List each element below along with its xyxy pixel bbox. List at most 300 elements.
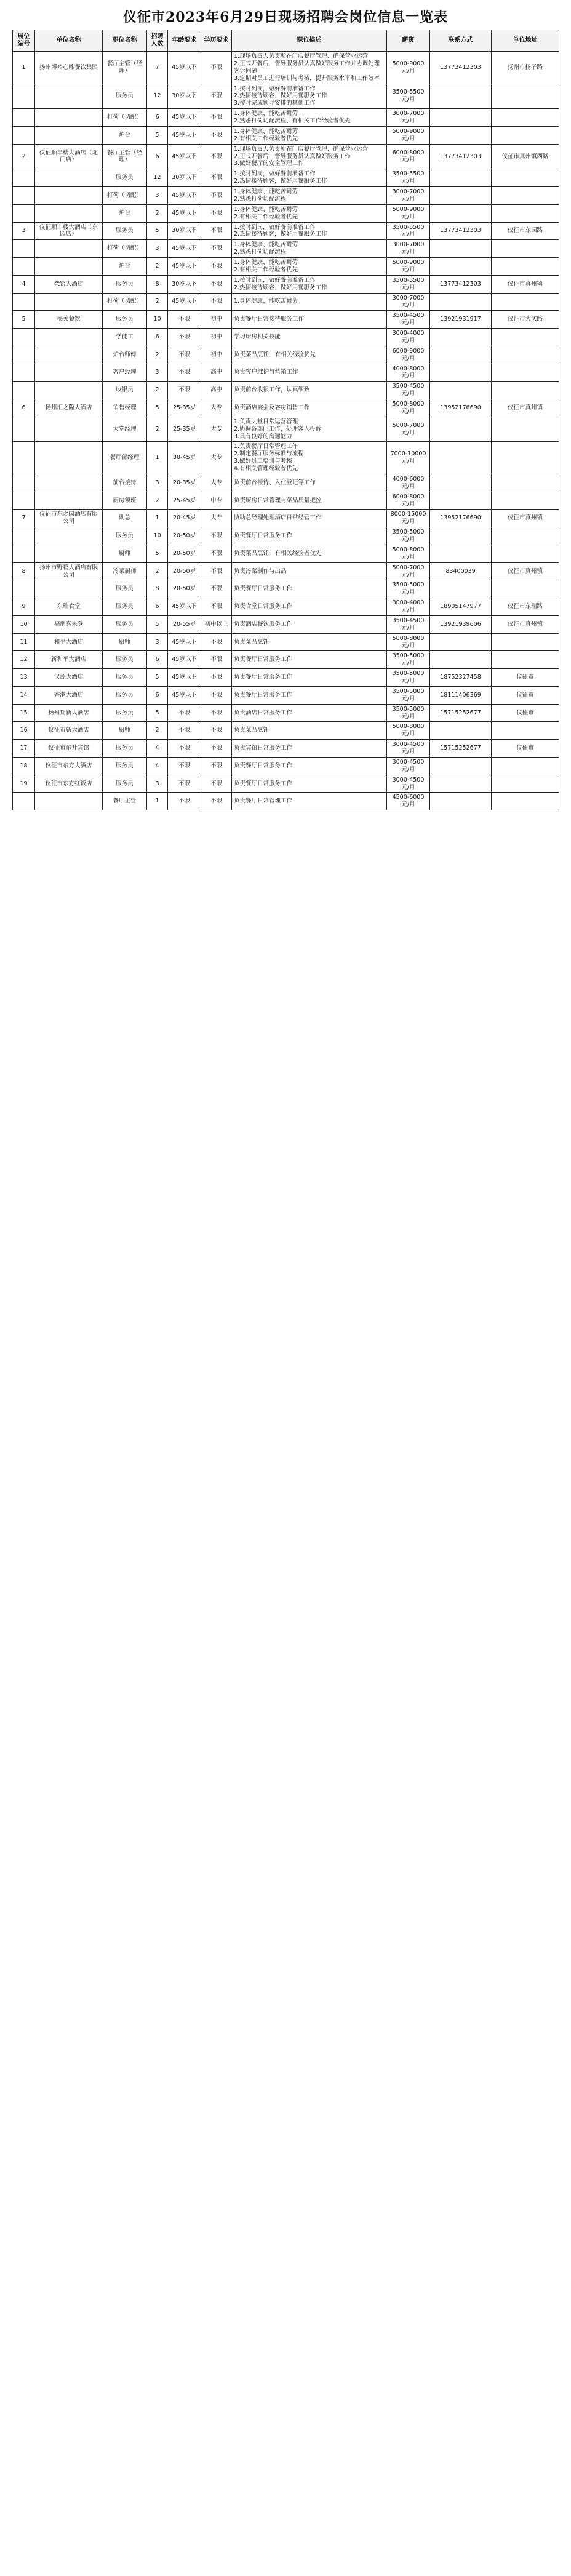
position-cell: 服务员: [103, 669, 147, 687]
education-cell: 不限: [201, 740, 232, 758]
address-cell: [492, 240, 559, 258]
table-row: [13, 740, 559, 758]
company-cell: 仪征市东之园酒店有限公司: [35, 510, 103, 527]
table-row: [13, 775, 559, 793]
position-cell: 服务员: [103, 740, 147, 758]
header-education: 学历要求: [201, 30, 232, 52]
header-booth: 展位编号: [13, 30, 35, 52]
age-cell: 45岁以下: [168, 633, 201, 651]
address-cell: [492, 204, 559, 222]
salary-cell: 3000-7000元/月: [387, 109, 430, 127]
address-cell: 仪征市大庆路: [492, 311, 559, 329]
position-cell: 服务员: [103, 686, 147, 704]
description-cell: 负责客户维护与营销工作: [232, 364, 387, 382]
contact-cell: [430, 204, 492, 222]
description-cell: 1.按时到岗，做好餐前准备工作 2.热情接待顾客，做好用餐服务工作: [232, 275, 387, 293]
description-cell: 负责酒店日常服务工作: [232, 704, 387, 722]
table-row: [13, 311, 559, 329]
position-cell: 服务员: [103, 615, 147, 633]
salary-cell: 3500-5000元/月: [387, 527, 430, 545]
description-cell: 负责前台收银工作，认真细致: [232, 382, 387, 399]
booth-cell: 1: [13, 52, 35, 84]
company-cell: 扬州市野鸭大酒店有限公司: [35, 562, 103, 580]
position-cell: 餐厅主管（经理）: [103, 52, 147, 84]
education-cell: 不限: [201, 598, 232, 616]
description-cell: 负责餐厅日常服务工作: [232, 757, 387, 775]
address-cell: [492, 109, 559, 127]
job-table: [12, 30, 559, 810]
count-cell: 3: [147, 775, 168, 793]
header-age: 年龄要求: [168, 30, 201, 52]
address-cell: [492, 187, 559, 205]
education-cell: 大专: [201, 474, 232, 492]
age-cell: 45岁以下: [168, 293, 201, 311]
age-cell: 不限: [168, 793, 201, 810]
company-cell: 和平大酒店: [35, 633, 103, 651]
company-cell: 扬州翔新大酒店: [35, 704, 103, 722]
company-cell: [35, 442, 103, 474]
company-cell: 扬州汇之隆大酒店: [35, 399, 103, 417]
age-cell: 25-45岁: [168, 492, 201, 510]
booth-cell: 19: [13, 775, 35, 793]
address-cell: [492, 527, 559, 545]
position-cell: 服务员: [103, 527, 147, 545]
salary-cell: 4500-6000元/月: [387, 793, 430, 810]
address-cell: 仪征市: [492, 704, 559, 722]
booth-cell: [13, 240, 35, 258]
salary-cell: 5000-8000元/月: [387, 633, 430, 651]
age-cell: 45岁以下: [168, 258, 201, 276]
booth-cell: [13, 442, 35, 474]
salary-cell: 3500-5000元/月: [387, 651, 430, 669]
description-cell: 负责餐厅日常服务工作: [232, 669, 387, 687]
description-cell: 负责餐厅日常服务工作: [232, 686, 387, 704]
description-cell: 1.身体健康、能吃苦耐劳 2.熟悉打荷切配流程: [232, 240, 387, 258]
count-cell: 6: [147, 686, 168, 704]
education-cell: 初中: [201, 311, 232, 329]
company-cell: [35, 240, 103, 258]
table-row: [13, 417, 559, 442]
company-cell: 仪征市东方大酒店: [35, 757, 103, 775]
company-cell: 扬州博裕心雕餐饮集团: [35, 52, 103, 84]
count-cell: 2: [147, 722, 168, 740]
company-cell: [35, 793, 103, 810]
salary-cell: 3000-7000元/月: [387, 240, 430, 258]
table-row: [13, 84, 559, 109]
position-cell: 收银员: [103, 382, 147, 399]
count-cell: 12: [147, 169, 168, 187]
salary-cell: 3500-4500元/月: [387, 311, 430, 329]
count-cell: 5: [147, 669, 168, 687]
education-cell: 不限: [201, 52, 232, 84]
description-cell: 1.按时到岗，做好餐前准备工作 2.热情接待顾客，做好用餐服务工作: [232, 169, 387, 187]
count-cell: 2: [147, 346, 168, 364]
table-row: [13, 399, 559, 417]
table-row: [13, 109, 559, 127]
count-cell: 6: [147, 598, 168, 616]
booth-cell: 10: [13, 615, 35, 633]
description-cell: 负责餐厅日常管理工作: [232, 793, 387, 810]
salary-cell: 5000-8000元/月: [387, 722, 430, 740]
booth-cell: 6: [13, 399, 35, 417]
address-cell: [492, 417, 559, 442]
contact-cell: [430, 492, 492, 510]
table-row: [13, 651, 559, 669]
age-cell: 不限: [168, 757, 201, 775]
age-cell: 45岁以下: [168, 109, 201, 127]
count-cell: 5: [147, 545, 168, 562]
address-cell: [492, 364, 559, 382]
table-row: [13, 382, 559, 399]
education-cell: 高中: [201, 364, 232, 382]
contact-cell: 13773412303: [430, 222, 492, 240]
position-cell: 前台接待: [103, 474, 147, 492]
salary-cell: 3000-4500元/月: [387, 775, 430, 793]
description-cell: 负责食堂日常服务工作: [232, 598, 387, 616]
count-cell: 5: [147, 704, 168, 722]
salary-cell: 5000-8000元/月: [387, 545, 430, 562]
position-cell: 厨师: [103, 722, 147, 740]
salary-cell: 6000-9000元/月: [387, 346, 430, 364]
table-row: [13, 704, 559, 722]
education-cell: 不限: [201, 240, 232, 258]
booth-cell: 9: [13, 598, 35, 616]
table-row: [13, 144, 559, 169]
address-cell: [492, 757, 559, 775]
description-cell: 负责菜品烹饪，有相关经验者优先: [232, 545, 387, 562]
address-cell: 仪征市: [492, 686, 559, 704]
count-cell: 10: [147, 311, 168, 329]
company-cell: 福朋喜来登: [35, 615, 103, 633]
education-cell: 初中: [201, 329, 232, 346]
company-cell: [35, 169, 103, 187]
position-cell: 服务员: [103, 775, 147, 793]
table-row: [13, 633, 559, 651]
count-cell: 8: [147, 580, 168, 598]
count-cell: 2: [147, 492, 168, 510]
address-cell: [492, 293, 559, 311]
position-cell: 服务员: [103, 580, 147, 598]
education-cell: 大专: [201, 417, 232, 442]
count-cell: 6: [147, 651, 168, 669]
description-cell: 1.身体健康、能吃苦耐劳 2.有相关工作经验者优先: [232, 258, 387, 276]
salary-cell: 3500-5000元/月: [387, 669, 430, 687]
education-cell: 不限: [201, 562, 232, 580]
count-cell: 3: [147, 633, 168, 651]
age-cell: 25-35岁: [168, 417, 201, 442]
header-description: 职位描述: [232, 30, 387, 52]
table-row: [13, 204, 559, 222]
age-cell: 20-35岁: [168, 474, 201, 492]
booth-cell: [13, 382, 35, 399]
company-cell: 东瑞食堂: [35, 598, 103, 616]
table-row: [13, 258, 559, 276]
education-cell: 不限: [201, 275, 232, 293]
position-cell: 副总: [103, 510, 147, 527]
count-cell: 6: [147, 109, 168, 127]
booth-cell: 2: [13, 144, 35, 169]
count-cell: 4: [147, 757, 168, 775]
booth-cell: 17: [13, 740, 35, 758]
position-cell: 冷菜厨师: [103, 562, 147, 580]
table-row: [13, 615, 559, 633]
education-cell: 初中以上: [201, 615, 232, 633]
salary-cell: 5000-8000元/月: [387, 399, 430, 417]
description-cell: 1.按时到岗，做好餐前准备工作 2.热情接待顾客，做好用餐服务工作 3.按时完成领导安排的其他工作: [232, 84, 387, 109]
description-cell: 负责宾馆日常服务工作: [232, 740, 387, 758]
position-cell: 服务员: [103, 598, 147, 616]
education-cell: 大专: [201, 399, 232, 417]
age-cell: 30岁以下: [168, 275, 201, 293]
booth-cell: [13, 474, 35, 492]
address-cell: [492, 382, 559, 399]
salary-cell: 8000-15000元/月: [387, 510, 430, 527]
age-cell: 不限: [168, 311, 201, 329]
description-cell: 协助总经理处理酒店日常经营工作: [232, 510, 387, 527]
company-cell: [35, 187, 103, 205]
position-cell: 餐厅主管（经理）: [103, 144, 147, 169]
address-cell: [492, 169, 559, 187]
address-cell: 仪征市真州镇: [492, 399, 559, 417]
table-row: [13, 442, 559, 474]
booth-cell: [13, 417, 35, 442]
table-row: [13, 580, 559, 598]
booth-cell: [13, 580, 35, 598]
description-cell: 1.按时到岗，做好餐前准备工作 2.热情接待顾客，做好用餐服务工作: [232, 222, 387, 240]
booth-cell: 3: [13, 222, 35, 240]
address-cell: [492, 633, 559, 651]
count-cell: 1: [147, 510, 168, 527]
contact-cell: [430, 329, 492, 346]
position-cell: 厨房领班: [103, 492, 147, 510]
table-row: [13, 474, 559, 492]
table-row: [13, 757, 559, 775]
description-cell: 负责厨房日常管理与菜品质量把控: [232, 492, 387, 510]
description-cell: 负责酒店宴会及客房销售工作: [232, 399, 387, 417]
table-row: [13, 329, 559, 346]
position-cell: 服务员: [103, 84, 147, 109]
company-cell: [35, 204, 103, 222]
table-row: [13, 669, 559, 687]
address-cell: [492, 545, 559, 562]
address-cell: [492, 346, 559, 364]
table-row: [13, 510, 559, 527]
contact-cell: [430, 109, 492, 127]
education-cell: 不限: [201, 669, 232, 687]
education-cell: 不限: [201, 144, 232, 169]
booth-cell: 8: [13, 562, 35, 580]
age-cell: 45岁以下: [168, 669, 201, 687]
address-cell: 仪征市真州镇: [492, 615, 559, 633]
count-cell: 2: [147, 417, 168, 442]
contact-cell: 13921931917: [430, 311, 492, 329]
description-cell: 负责餐厅日常服务工作: [232, 580, 387, 598]
description-cell: 负责冷菜制作与出品: [232, 562, 387, 580]
booth-cell: 16: [13, 722, 35, 740]
booth-cell: 13: [13, 669, 35, 687]
age-cell: 25-35岁: [168, 399, 201, 417]
booth-cell: 4: [13, 275, 35, 293]
contact-cell: [430, 364, 492, 382]
company-cell: 香港大酒店: [35, 686, 103, 704]
education-cell: 不限: [201, 293, 232, 311]
education-cell: 不限: [201, 775, 232, 793]
education-cell: 初中: [201, 346, 232, 364]
age-cell: 20-50岁: [168, 545, 201, 562]
header-count: 招聘人数: [147, 30, 168, 52]
contact-cell: 13773412303: [430, 52, 492, 84]
contact-cell: 15715252677: [430, 704, 492, 722]
booth-cell: [13, 545, 35, 562]
count-cell: 5: [147, 615, 168, 633]
address-cell: [492, 722, 559, 740]
salary-cell: 5000-9000元/月: [387, 258, 430, 276]
booth-cell: [13, 258, 35, 276]
education-cell: 不限: [201, 84, 232, 109]
salary-cell: 5000-7000元/月: [387, 417, 430, 442]
count-cell: 7: [147, 52, 168, 84]
description-cell: 负责餐厅日常服务工作: [232, 651, 387, 669]
salary-cell: 6000-8000元/月: [387, 492, 430, 510]
booth-cell: [13, 293, 35, 311]
age-cell: 不限: [168, 704, 201, 722]
table-row: [13, 527, 559, 545]
address-cell: 仪征市东园路: [492, 222, 559, 240]
contact-cell: [430, 417, 492, 442]
contact-cell: [430, 240, 492, 258]
table-row: [13, 275, 559, 293]
description-cell: 负责菜品烹饪: [232, 722, 387, 740]
company-cell: [35, 126, 103, 144]
salary-cell: 3500-5000元/月: [387, 580, 430, 598]
salary-cell: 3000-4500元/月: [387, 757, 430, 775]
description-cell: 负责餐厅日常接待服务工作: [232, 311, 387, 329]
table-row: [13, 187, 559, 205]
description-cell: 1.身体健康、能吃苦耐劳 2.熟悉打荷切配流程: [232, 187, 387, 205]
contact-cell: 13773412303: [430, 275, 492, 293]
salary-cell: 5000-9000元/月: [387, 204, 430, 222]
position-cell: 厨师: [103, 633, 147, 651]
company-cell: [35, 492, 103, 510]
age-cell: 20-50岁: [168, 580, 201, 598]
table-row: [13, 346, 559, 364]
contact-cell: [430, 346, 492, 364]
booth-cell: 18: [13, 757, 35, 775]
contact-cell: [430, 84, 492, 109]
company-cell: [35, 417, 103, 442]
age-cell: 45岁以下: [168, 52, 201, 84]
booth-cell: [13, 527, 35, 545]
position-cell: 服务员: [103, 311, 147, 329]
count-cell: 3: [147, 187, 168, 205]
company-cell: 仪征顺丰楼大酒店（东园店）: [35, 222, 103, 240]
description-cell: 负责菜品烹饪: [232, 633, 387, 651]
contact-cell: [430, 293, 492, 311]
age-cell: 45岁以下: [168, 144, 201, 169]
count-cell: 2: [147, 258, 168, 276]
age-cell: 不限: [168, 722, 201, 740]
contact-cell: 13952176690: [430, 510, 492, 527]
count-cell: 2: [147, 382, 168, 399]
booth-cell: 12: [13, 651, 35, 669]
age-cell: 不限: [168, 346, 201, 364]
count-cell: 12: [147, 84, 168, 109]
address-cell: [492, 492, 559, 510]
count-cell: 6: [147, 329, 168, 346]
contact-cell: [430, 793, 492, 810]
booth-cell: 7: [13, 510, 35, 527]
age-cell: 45岁以下: [168, 240, 201, 258]
company-cell: [35, 382, 103, 399]
header-contact: 联系方式: [430, 30, 492, 52]
description-cell: 1.身体健康、能吃苦耐劳 2.有相关工作经验者优先: [232, 126, 387, 144]
position-cell: 炉台: [103, 258, 147, 276]
description-cell: 1.现场负责人负责所在门店餐厅管理、确保营业运营 2.正式开餐后，督导服务员认真做好服务工作并协调处理客诉问题 3.定期对员工进行培训与考核，提升服务水平和工作效率: [232, 52, 387, 84]
position-cell: 打荷（切配）: [103, 240, 147, 258]
salary-cell: 3500-5500元/月: [387, 222, 430, 240]
table-row: [13, 169, 559, 187]
company-cell: 柴窑大酒店: [35, 275, 103, 293]
table-row: [13, 222, 559, 240]
table-row: [13, 126, 559, 144]
page-title: 仪征市2023年6月29日现场招聘会岗位信息一览表: [122, 9, 449, 25]
header-salary: 薪资: [387, 30, 430, 52]
table-row: [13, 793, 559, 810]
count-cell: 5: [147, 399, 168, 417]
position-cell: 炉台: [103, 126, 147, 144]
description-cell: 1.负责大堂日常运营管理 2.协调各部门工作，处理客人投诉 3.具有良好的沟通能力: [232, 417, 387, 442]
booth-cell: [13, 329, 35, 346]
salary-cell: 7000-10000元/月: [387, 442, 430, 474]
position-cell: 炉台: [103, 204, 147, 222]
position-cell: 服务员: [103, 222, 147, 240]
education-cell: 不限: [201, 704, 232, 722]
contact-cell: [430, 169, 492, 187]
description-cell: 负责酒店餐饮服务工作: [232, 615, 387, 633]
address-cell: [492, 84, 559, 109]
contact-cell: [430, 187, 492, 205]
salary-cell: 3000-4000元/月: [387, 329, 430, 346]
sheet: [0, 0, 571, 810]
salary-cell: 6000-8000元/月: [387, 144, 430, 169]
contact-cell: [430, 126, 492, 144]
salary-cell: 4000-8000元/月: [387, 364, 430, 382]
company-cell: 梅关餐饮: [35, 311, 103, 329]
education-cell: 高中: [201, 382, 232, 399]
contact-cell: [430, 580, 492, 598]
salary-cell: 3500-4500元/月: [387, 382, 430, 399]
table-row: [13, 293, 559, 311]
address-cell: 仪征市真州镇西路: [492, 144, 559, 169]
company-cell: [35, 346, 103, 364]
company-cell: 仪征市新大酒店: [35, 722, 103, 740]
address-cell: [492, 442, 559, 474]
count-cell: 1: [147, 793, 168, 810]
position-cell: 打荷（切配）: [103, 187, 147, 205]
education-cell: 不限: [201, 545, 232, 562]
age-cell: 30岁以下: [168, 169, 201, 187]
salary-cell: 5000-7000元/月: [387, 562, 430, 580]
booth-cell: 14: [13, 686, 35, 704]
age-cell: 20-45岁: [168, 510, 201, 527]
description-cell: 1.现场负责人负责所在门店餐厅管理、确保营业运营 2.正式开餐后，督导服务员认真做好服务工作 3.做好餐厅的安全管理工作: [232, 144, 387, 169]
age-cell: 30岁以下: [168, 84, 201, 109]
booth-cell: [13, 169, 35, 187]
contact-cell: 83400039: [430, 562, 492, 580]
position-cell: 餐厅部经理: [103, 442, 147, 474]
age-cell: 不限: [168, 364, 201, 382]
position-cell: 学徒工: [103, 329, 147, 346]
